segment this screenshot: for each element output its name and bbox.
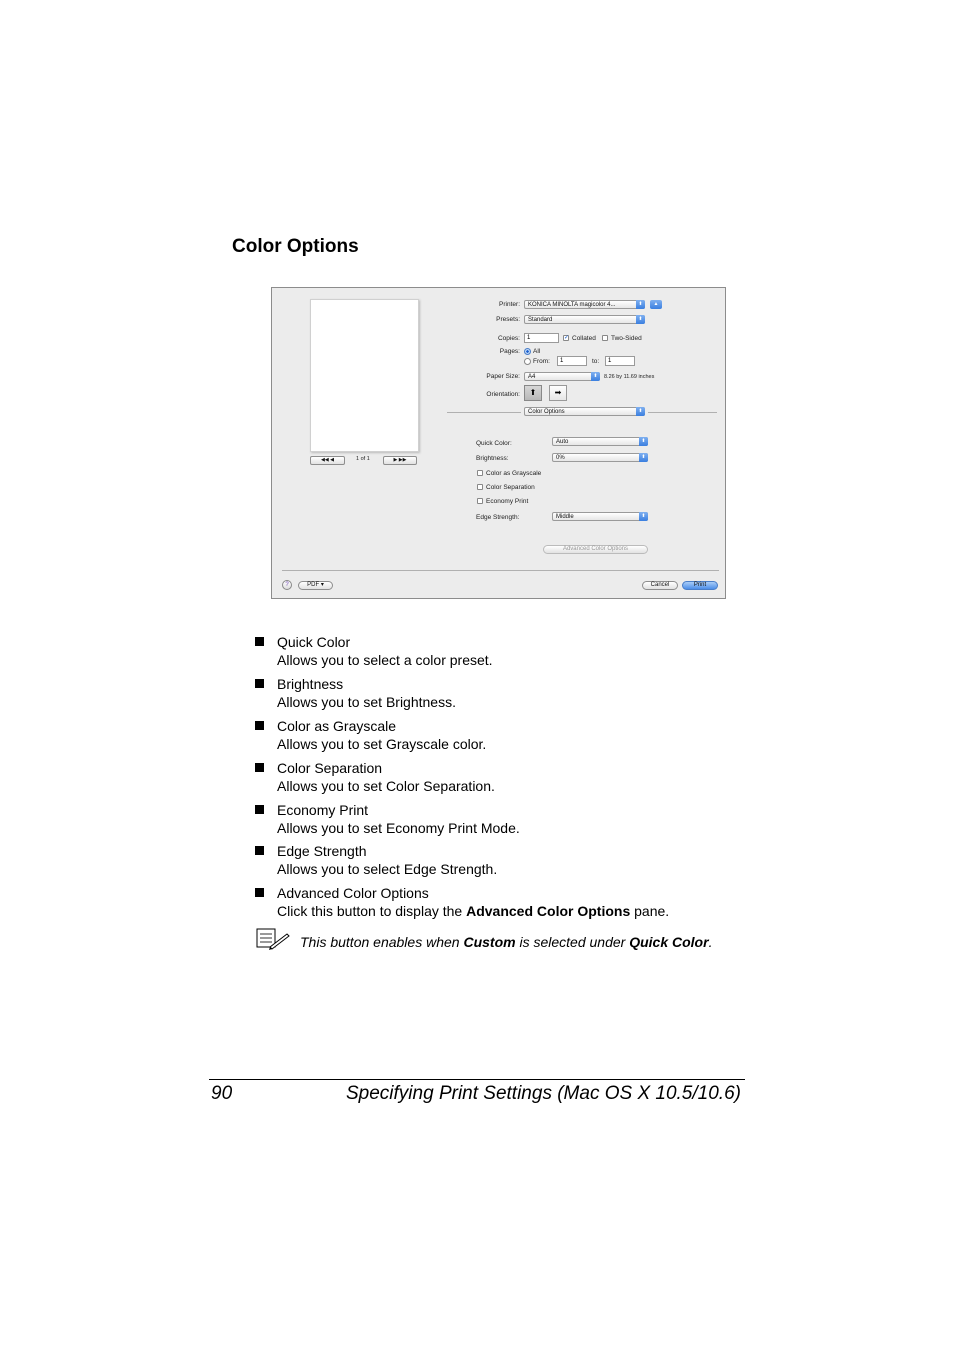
advanced-color-options-button[interactable]: Advanced Color Options <box>543 545 648 554</box>
updown-arrows-icon: ⬍ <box>636 315 645 324</box>
bullet-square-icon <box>255 637 264 646</box>
print-button[interactable]: Print <box>682 581 718 590</box>
color-separation-checkbox[interactable] <box>477 484 483 490</box>
bullet-title: Edge Strength <box>277 843 367 859</box>
bullet-square-icon <box>255 763 264 772</box>
bullet-square-icon <box>255 805 264 814</box>
help-icon[interactable]: ? <box>282 580 292 590</box>
pane-separator-left <box>447 412 521 413</box>
note-bold-custom: Custom <box>463 934 516 950</box>
updown-arrows-icon: ⬍ <box>639 453 648 462</box>
desc-suffix: pane. <box>630 902 670 919</box>
quick-color-popup[interactable] <box>552 437 648 446</box>
two-sided-checkbox[interactable] <box>602 335 608 341</box>
presets-popup[interactable] <box>524 315 645 324</box>
updown-arrows-icon: ⬍ <box>639 437 648 446</box>
portrait-orientation-button[interactable] <box>524 385 542 401</box>
page-preview <box>310 299 419 452</box>
note-prefix: This button enables when <box>300 934 464 950</box>
color-separation-label: Color Separation <box>486 484 535 491</box>
color-as-grayscale-label: Color as Grayscale <box>486 470 542 477</box>
updown-arrows-icon: ⬍ <box>636 407 645 416</box>
presets-value: Standard <box>528 317 553 323</box>
printer-popup[interactable] <box>524 300 645 309</box>
pages-label: Pages: <box>499 348 520 355</box>
note-pencil-icon <box>256 927 290 956</box>
page-number: 90 <box>211 1083 233 1104</box>
cancel-button[interactable]: Cancel <box>642 581 678 590</box>
bullet-square-icon <box>255 679 264 688</box>
economy-print-label: Economy Print <box>486 498 529 505</box>
pages-from-label: From: <box>533 358 550 365</box>
pages-to-field[interactable]: 1 <box>605 356 635 366</box>
landscape-orientation-button[interactable] <box>549 385 567 401</box>
updown-arrows-icon: ⬍ <box>591 372 600 381</box>
two-sided-label: Two-Sided <box>611 335 642 342</box>
print-dialog <box>271 287 726 599</box>
portrait-person-icon: ⬆ <box>529 388 537 397</box>
note-text <box>300 934 712 950</box>
bullet-square-icon <box>255 846 264 855</box>
updown-arrows-icon: ⬍ <box>636 300 645 309</box>
bullet-description: Allows you to select a color preset. <box>277 651 493 668</box>
edge-strength-value: Middle <box>556 514 574 520</box>
pages-to-label: to: <box>592 358 600 365</box>
bullet-description: Allows you to set Brightness. <box>277 693 456 710</box>
brightness-label: Brightness: <box>476 455 509 462</box>
pane-separator-right <box>648 412 717 413</box>
page-indicator: 1 of 1 <box>356 456 370 462</box>
bullet-title: Brightness <box>277 676 344 692</box>
bullet-title: Color Separation <box>277 760 383 776</box>
bullet-description <box>277 903 669 921</box>
pane-selector-value: Color Options <box>528 409 565 415</box>
expand-disclosure-icon[interactable]: ▲ <box>650 300 662 309</box>
desc-bold: Advanced Color Options <box>466 902 631 919</box>
bullet-description: Allows you to set Color Separation. <box>277 777 495 794</box>
printer-value: KONICA MINOLTA magicolor 4... <box>528 302 616 308</box>
pages-all-radio[interactable] <box>524 348 531 355</box>
preview-forward-buttons[interactable]: ▶ ▶▶ <box>383 456 417 465</box>
note-bold-quick-color: Quick Color <box>629 934 709 950</box>
pages-all-label: All <box>533 348 541 355</box>
copies-label: Copies: <box>497 335 520 342</box>
quick-color-value: Auto <box>556 439 569 445</box>
note-suffix: . <box>708 934 713 950</box>
pages-from-field[interactable]: 1 <box>557 356 587 366</box>
bullet-description: Allows you to select Edge Strength. <box>277 860 498 877</box>
bullet-square-icon <box>255 721 264 730</box>
color-as-grayscale-checkbox[interactable] <box>477 470 483 476</box>
brightness-value: 0% <box>556 455 565 461</box>
landscape-person-icon: ➡ <box>554 388 562 397</box>
note-middle: is selected under <box>515 934 630 950</box>
updown-arrows-icon: ⬍ <box>639 512 648 521</box>
bottom-separator <box>282 570 719 571</box>
collated-checkbox[interactable]: ✓ <box>564 335 570 341</box>
edge-strength-popup[interactable] <box>552 512 648 521</box>
bullet-title: Quick Color <box>277 634 351 650</box>
pages-from-radio[interactable] <box>524 358 531 365</box>
bullet-description: Allows you to set Economy Print Mode. <box>277 819 520 836</box>
paper-dimensions: 8.26 by 11.69 inches <box>604 374 655 380</box>
section-title: Color Options <box>232 236 359 257</box>
bullet-title: Economy Print <box>277 802 369 818</box>
bullet-square-icon <box>255 888 264 897</box>
desc-prefix: Click this button to display the <box>277 902 467 919</box>
pdf-button[interactable]: PDF ▾ <box>298 581 333 590</box>
brightness-popup[interactable] <box>552 453 648 462</box>
bullet-title: Advanced Color Options <box>277 885 429 901</box>
copies-field[interactable]: 1 <box>524 333 559 343</box>
economy-print-checkbox[interactable] <box>477 498 483 504</box>
footer-title: Specifying Print Settings (Mac OS X 10.5/10.6) <box>346 1083 741 1104</box>
paper-size-value: A4 <box>528 374 536 380</box>
collated-label: Collated <box>572 335 596 342</box>
bullet-title: Color as Grayscale <box>277 718 397 734</box>
preview-back-buttons[interactable]: ◀◀ ◀ <box>310 456 345 465</box>
paper-size-label: Paper Size: <box>486 373 520 380</box>
orientation-label: Orientation: <box>486 391 520 398</box>
paper-size-popup[interactable] <box>524 372 600 381</box>
pane-selector-popup[interactable] <box>524 407 645 416</box>
footer-rule <box>209 1079 745 1080</box>
quick-color-label: Quick Color: <box>476 440 512 447</box>
presets-label: Presets: <box>496 316 520 323</box>
edge-strength-label: Edge Strength: <box>476 514 520 521</box>
printer-label: Printer: <box>499 301 520 308</box>
bullet-description: Allows you to set Grayscale color. <box>277 735 487 752</box>
